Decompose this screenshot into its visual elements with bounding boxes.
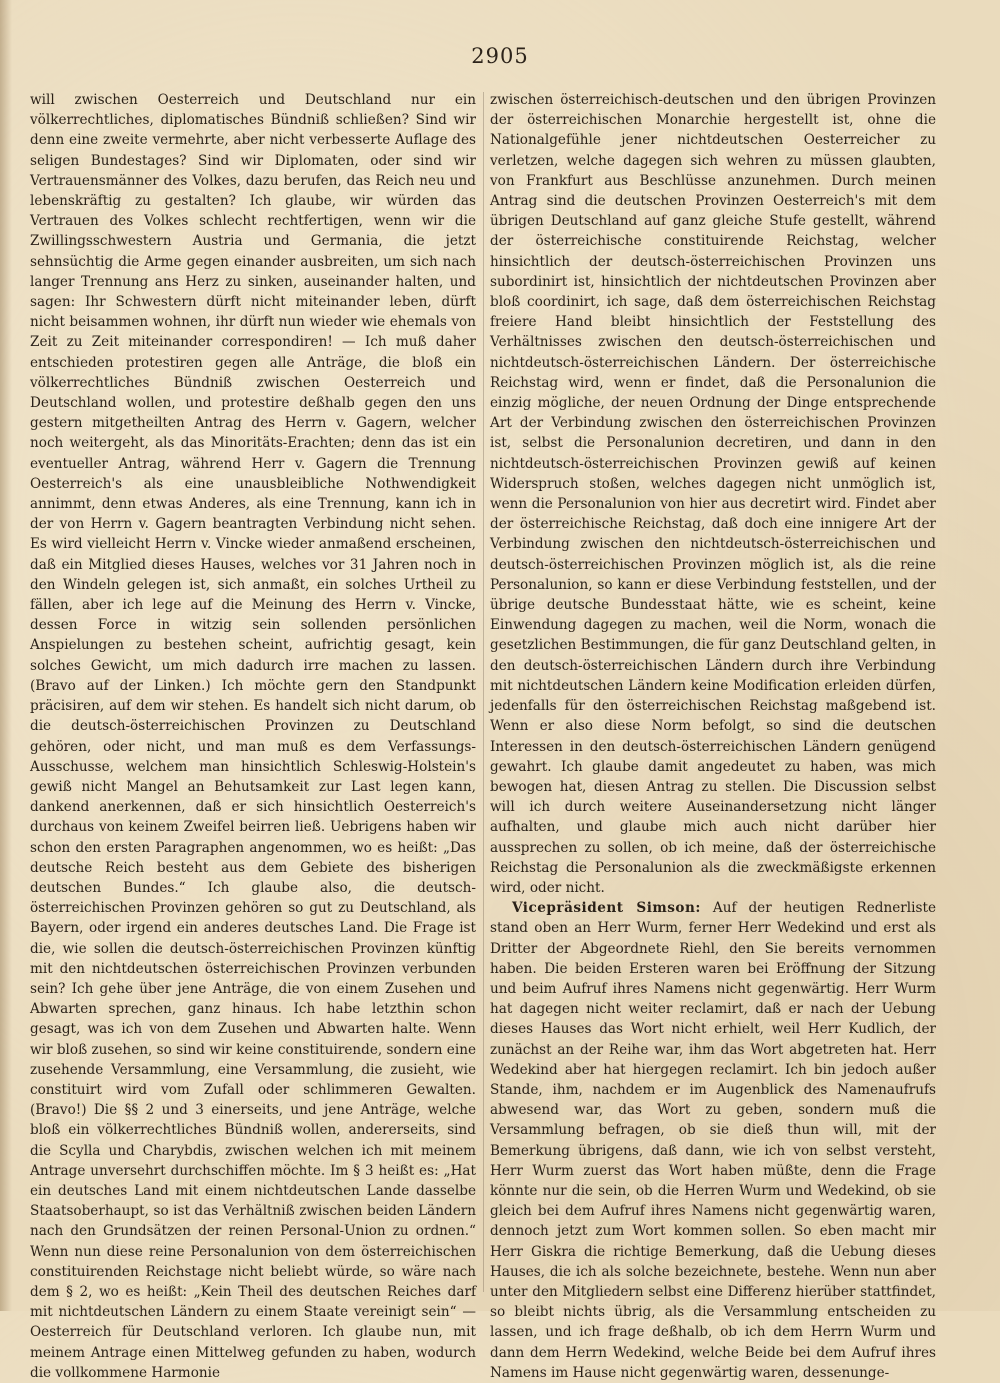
speaker-name: Vicepräsident Simson: xyxy=(512,900,701,917)
page-binding-shadow xyxy=(0,0,12,1311)
left-column-paragraph: will zwischen Oesterreich und Deutschland nur ein völkerrechtliches, diplomatisches Bündniß schließen? Sind wir denn eine zweite vermehrte, aber nicht verbesserte Auflage des seligen Bundestages? Sind wir Diplomaten, oder sind wir Vertrauensmänner des Volkes, dazu berufen, das Reich neu und lebenskräftig zu gestalten? Ich glaube, wir würden das Vertrauen des Volkes schlecht rechtfertigen, wenn wir die Zwillingsschwestern Austria und Germania, die jetzt sehnsüchtig die Arme gegen einander ausbreiten, um sich nach langer Trennung ans Herz zu sinken, auseinander halten, und sagen: Ihr Schwestern dürft nicht miteinander leben, dürft nicht beisammen wohnen, ihr dürft nun wieder wie ehemals von Zeit zu Zeit miteinander correspondiren! — Ich muß daher entschieden protestiren gegen alle Anträge, die bloß ein völkerrechtliches Bündniß zwischen Oesterreich und Deutschland wollen, und protestire deßhalb gegen den uns gestern mitgetheilten Antrag des Herrn v. Gagern, welcher noch weitergeht, als das Minoritäts-Erachten; denn das ist ein eventueller Antrag, während Herr v. Gagern die Trennung Oesterreich's als eine unausbleibliche Nothwendigkeit annimmt, denn etwas Anderes, als eine Trennung, kann ich in der von Herrn v. Gagern beantragten Verbindung nicht sehen. Es wird vielleicht Herrn v. Vincke wieder anmaßend erscheinen, daß ein Mitglied dieses Hauses, welches vor 31 Jahren noch in den Windeln gelegen ist, sich anmaßt, ein solches Urtheil zu fällen, aber ich lege auf die Meinung des Herrn v. Vincke, dessen Force in witzig sein sollenden persönlichen Anspielungen zu bestehen scheint, aufrichtig gesagt, kein solches Gewicht, um mich dadurch irre machen zu lassen. (Bravo auf der Linken.) Ich möchte gern den Standpunkt präcisiren, auf dem wir stehen. Es handelt sich nicht darum, ob die deutsch-österreichischen Provinzen zu Deutschland gehören, oder nicht, und man muß es dem Verfassungs-Ausschusse, welchem man hinsichtlich Schleswig-Holstein's gewiß nicht Mangel an Behutsamkeit zur Last legen kann, dankend anerkennen, daß er sich hinsichtlich Oesterreich's durchaus von keinem Zweifel beirren ließ. Uebrigens haben wir schon den ersten Paragraphen angenommen, wo es heißt: „Das deutsche Reich besteht aus dem Gebiete des bisherigen deutschen Bundes.“ Ich glaube also, die deutsch-österreichischen Provinzen gehören so gut zu Deutschland, als Bayern, oder irgend ein anderes deutsches Land. Die Frage ist die, wie sollen die deutsch-österreichischen Provinzen künftig mit den nichtdeutschen österreichischen Provinzen verbunden sein? Ich gehe über jene Anträge, die von einem Zusehen und Abwarten sprechen, ganz hinaus. Ich habe letzthin schon gesagt, was ich von dem Zusehen und Abwarten halte. Wenn wir bloß zusehen, so sind wir keine constituirende, sondern eine zusehende Versammlung, eine Versammlung, die zusieht, wie constituirt wird vom Zufall oder schlimmeren Gewalten. (Bravo!) Die §§ 2 und 3 einerseits, und jene Anträge, welche bloß ein völkerrechtliches Bündniß wollen, andererseits, sind die Scylla und Charybdis, zwischen welchen ich mit meinem Antrage unversehrt durchschiffen möchte. Im § 3 heißt es: „Hat ein deutsches Land mit einem nichtdeutschen Lande dasselbe Staatsoberhaupt, so ist das Verhältniß zwischen beiden Ländern nach den Grundsätzen der reinen Personal-Union zu ordnen.“ Wenn nun diese reine Personalunion von dem österreichischen constituirenden Reichstage nicht beliebt würde, so wäre nach dem § 2, wo es heißt: „Kein Theil des deutschen Reiches darf mit nichtdeutschen Ländern zu einem Staate vereinigt sein“ — Oesterreich für Deutschland verloren. Ich glaube nun, mit meinem Antrage einen Mittelweg gefunden zu haben, wodurch die vollkommene Harmonie xyxy=(30,92,476,1381)
speaker-paragraph xyxy=(490,898,936,1383)
left-column xyxy=(30,90,476,1381)
column-divider xyxy=(483,92,484,1292)
right-column xyxy=(490,90,936,1381)
page-number: 2905 xyxy=(471,44,529,68)
right-column-paragraph: zwischen österreichisch-deutschen und den übrigen Provinzen der österreichischen Monarchie hergestellt ist, ohne die Nationalgefühle jener nichtdeutschen Oesterreicher zu verletzen, welche dagegen sich wehren zu müssen glaubten, von Frankfurt aus Beschlüsse anzunehmen. Durch meinen Antrag sind die deutschen Provinzen Oesterreich's mit dem übrigen Deutschland auf ganz gleiche Stufe gestellt, während der österreichische constituirende Reichstag, welcher hinsichtlich der deutsch-österreichischen Provinzen uns subordinirt ist, hinsichtlich der nichtdeutschen Provinzen aber bloß coordinirt, ich sage, daß dem österreichischen Reichstag freiere Hand bleibt hinsichtlich der Feststellung des Verhältnisses zwischen den deutsch-österreichischen und nichtdeutsch-österreichischen Ländern. Der österreichische Reichstag wird, wenn er findet, daß die Personalunion die einzig mögliche, der neuen Ordnung der Dinge entsprechende Art der Verbindung zwischen den österreichischen Provinzen ist, selbst die Personalunion decretiren, und dann in den nichtdeutsch-österreichischen Provinzen gewiß auf keinen Widerspruch stoßen, welches dagegen nicht unmöglich ist, wenn die Personalunion von hier aus decretirt wird. Findet aber der österreichische Reichstag, daß doch eine innigere Art der Verbindung zwischen den nichtdeutsch-österreichischen und deutsch-österreichischen Provinzen möglich ist, als die reine Personalunion, so kann er diese Verbindung feststellen, und der übrige deutsche Bundesstaat hätte, wie es scheint, keine Einwendung dagegen zu machen, weil die Norm, wonach die gesetzlichen Bestimmungen, die für ganz Deutschland gelten, in den deutsch-österreichischen Ländern durch ihre Verbindung mit nichtdeutschen Ländern keine Modification erleiden dürfen, jedenfalls für den österreichischen Reichstag maßgebend ist. Wenn er also diese Norm befolgt, so sind die deutschen Interessen in den deutsch-österreichischen Ländern genügend gewahrt. Ich glaube damit angedeutet zu haben, was mich bewogen hat, diesen Antrag zu stellen. Die Discussion selbst will ich durch weitere Auseinandersetzung nicht länger aufhalten, und glaube mich auch nicht darüber hier aussprechen zu sollen, ob ich meine, daß der österreichische Reichstag die Personalunion als die zweckmäßigste erkennen wird, oder nicht. xyxy=(490,92,936,896)
speaker-text: Auf der heutigen Rednerliste stand oben an Herr Wurm, ferner Herr Wedekind und erst als Dritter der Abgeordnete Riehl, den Sie bereits vernommen haben. Die beiden Ersteren waren bei Eröffnung der Sitzung und beim Aufruf ihres Namens nicht gegenwärtig. Herr Wurm hat dagegen nicht weiter reclamirt, daß er nach der Uebung dieses Hauses das Wort nicht erhielt, weil Herr Kudlich, der zunächst an der Reihe war, ihm das Wort abgetreten hat. Herr Wedekind aber hat hiergegen reclamirt. Ich bin jedoch außer Stande, ihm, nachdem er im Augenblick des Namenaufrufs abwesend war, das Wort zu geben, sondern muß die Versammlung befragen, ob sie dieß thun will, mit der Bemerkung übrigens, daß dann, wie ich von selbst versteht, Herr Wurm zuerst das Wort haben müßte, denn die Frage könnte nur die sein, ob die Herren Wurm und Wedekind, ob sie gleich bei dem Aufruf ihres Namens nicht gegenwärtig waren, dennoch jetzt zum Wort kommen sollen. So eben macht mir Herr Giskra die richtige Bemerkung, daß die Uebung dieses Hauses, die ich als solche bezeichnete, bestehe. Wenn nun aber unter den Mitgliedern selbst eine Differenz hierüber stattfindet, so bleibt nichts übrig, als die Versammlung entscheiden zu lassen, und ich frage deßhalb, ob ich dem Herrn Wurm und dann dem Herrn Wedekind, welche Beide bei dem Aufruf ihres Namens im Hause nicht gegenwärtig waren, dessenunge- xyxy=(490,900,936,1381)
